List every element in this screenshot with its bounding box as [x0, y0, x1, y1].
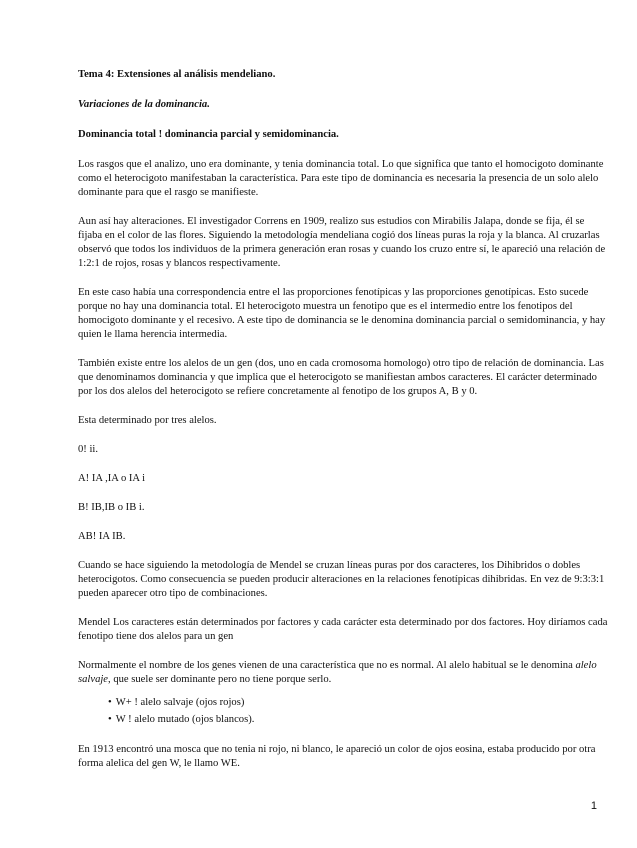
- genotype-line-ab: AB! IA IB.: [78, 531, 126, 542]
- bullet-item-wild-allele: • W+ ! alelo salvaje (ojos rojos): [108, 696, 608, 710]
- genotype-line-a: A! IA ,IA o IA i: [78, 473, 146, 484]
- section-heading: Dominancia total ! dominancia parcial y semidominancia.: [78, 129, 339, 140]
- document-title: Tema 4: Extensiones al análisis mendeliano.: [78, 69, 276, 80]
- alelo-salvaje-term: alelo salvaje: [78, 660, 597, 685]
- bullet-item-mutant-allele: • W ! alelo mutado (ojos blancos).: [108, 713, 608, 727]
- paragraph-codominancia: También existe entre los alelos de un gen (dos, uno en cada cromosoma homologo) otro tipo de relación de dominancia. Las que denominamos dominancia y que implica que el heterocigoto se manifiestan ambos caracteres. El carácter determinado por los dos alelos del heterocigoto se refiere concretamente al fenotipo de los grupos A, B y 0.: [78, 358, 604, 397]
- alelo-salvaje-text-before: Normalmente el nombre de los genes vienen de una característica que no es normal. Al alelo habitual se le denomina: [78, 660, 576, 671]
- document-subtitle: Variaciones de la dominancia.: [78, 99, 210, 110]
- paragraph-eosina: En 1913 encontró una mosca que no tenia ni rojo, ni blanco, le apareció un color de ojos eosina, estaba producido por otra forma alelica del gen W, le llamo WE.: [78, 744, 596, 769]
- document-page: [78, 68, 608, 786]
- genotype-line-0: 0! ii.: [78, 444, 99, 455]
- paragraph-dominancia-total: Los rasgos que el analizo, uno era dominante, y tenia dominancia total. Lo que significa que tanto el homocigoto dominante como el heterocigoto manifestaban la característica. Para este tipo de dominancia es necesaria la presencia de un solo alelo dominante para que el rasgo se manifieste.: [78, 159, 604, 198]
- alelo-salvaje-text-after: , que suele ser dominante pero no tiene porque serlo.: [108, 674, 332, 685]
- paragraph-semidominancia: En este caso había una correspondencia entre el las proporciones fenotípicas y las proporciones genotípicas. Esto sucede porque no hay una dominancia total. El heterocigoto muestra un fenotipo que es el intermedio entre los fenotipos del homocigoto dominante y el recesivo. A este tipo de dominancia se le denomina dominancia parcial o semidominancia, y hay quien le llama herencia intermedia.: [78, 287, 606, 340]
- page-number: 1: [590, 800, 597, 812]
- paragraph-dihibridos: Cuando se hace siguiendo la metodología de Mendel se cruzan líneas puras por dos caracteres, los Dihibridos o dobles heterocigotos. Como consecuencia se pueden producir alteraciones en la relaciones fenotípicas dihibridas. En vez de 9:3:3:1 pueden aparecer otro tipo de combinaciones.: [78, 560, 605, 599]
- allele-bullet-list: [78, 696, 608, 727]
- genotype-line-b: B! IB,IB o IB i.: [78, 502, 145, 513]
- paragraph-factores: Mendel Los caracteres están determinados por factores y cada carácter esta determinado por dos factores. Hoy diríamos cada fenotipo tiene dos alelos para un gen: [78, 617, 608, 642]
- paragraph-alelo-salvaje: [78, 659, 608, 687]
- paragraph-tres-alelos: Esta determinado por tres alelos.: [78, 415, 217, 426]
- paragraph-correns: Aun así hay alteraciones. El investigador Correns en 1909, realizo sus estudios con Mirabilis Jalapa, donde se fija, él se fijaba en el color de las flores. Siguiendo la metodología mendeliana cogió dos líneas puras la roja y la blanca. Al cruzarlas observó que todos los individuos de la primera generación eran rosas y cuando los cruzo entre sí, le apareció una relación de 1:2:1 de rojos, rosas y blancos respectivamente.: [78, 216, 606, 269]
